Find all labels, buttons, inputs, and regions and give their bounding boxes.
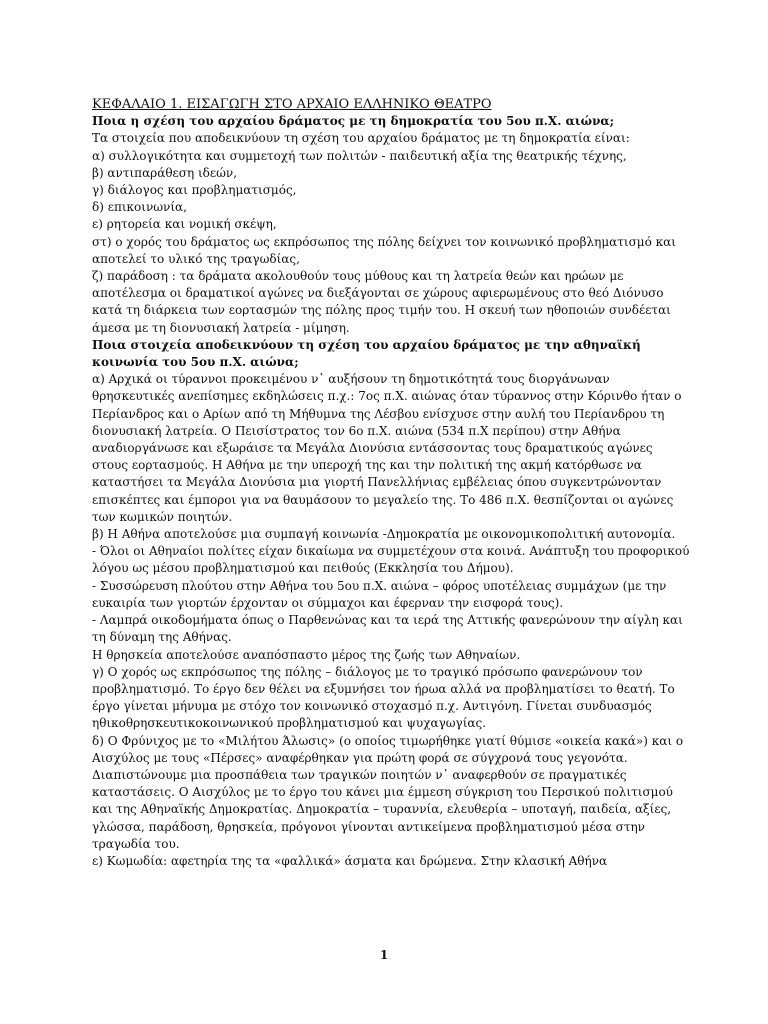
list-item: δ) Ο Φρύνιχος με το «Μιλήτου Άλωσις» (ο οποίος τιμωρήθηκε γιατί θύμισε «οικεία κακά») και ο Αισχύλος με τους «Πέρσες» αναφέρθηκαν για πρώτη φορά σε σύγχρονά τους γεγονότα. Διαπιστώνουμε μια προσπάθεια των τραγικών ποιητών ν᾽ αναφερθούν σε πραγματικές καταστάσεις. Ο Αισχύλος με το έργο του κάνει μια έμμεση σύγκριση του Περσικού πολιτισμού και της Αθηναϊκής Δημοκρατίας. Δημοκρατία – τυραννία, ελευθερία – υποταγή, παιδεία, αξίες, γλώσσα, παράδοση, θρησκεία, πρόγονοι γίνονται αντικείμενα προβληματισμού μέσα στην τραγωδία του. xyxy=(92,733,684,851)
page-number: 1 xyxy=(379,948,389,962)
chapter-title: ΚΕΦΑΛΑΙΟ 1. ΕΙΣΑΓΩΓΗ ΣΤΟ ΑΡΧΑΙΟ ΕΛΛΗΝΙΚΟ ΘΕΑΤΡΟ xyxy=(92,97,492,112)
question-heading: Ποια στοιχεία αποδεικνύουν τη σχέση του αρχαίου δράματος με την αθηναϊκή κοινωνία του 5ου π.Χ. αιώνα; xyxy=(92,337,641,370)
paragraph: Η θρησκεία αποτελούσε αναπόσπαστο μέρος της ζωής των Αθηναίων. xyxy=(92,647,521,662)
bullet-item: - Συσσώρευση πλούτου στην Αθήνα του 5ου π.Χ. αιώνα – φόρος υποτέλειας συμμάχων (με την ευκαιρία των γιορτών έρχονταν οι σύμμαχοι και έφερναν την εισφορά τους). xyxy=(92,578,667,610)
list-item: δ) επικοινωνία, xyxy=(92,200,187,215)
list-item: στ) ο χορός του δράματος ως εκπρόσωπος της πόλης δείχνει τον κοινωνικό προβληματισμό και αποτελεί το υλικό της τραγωδίας, xyxy=(92,234,676,266)
list-item: ε) ρητορεία και νομική σκέψη, xyxy=(92,217,277,232)
list-item: β) Η Αθήνα αποτελούσε μια συμπαγή κοινωνία -Δημοκρατία με οικονομικοπολιτική αυτονομία. xyxy=(92,527,676,542)
list-item: γ) Ο χορός ως εκπρόσωπος της πόλης – διάλογος με το τραγικό πρόσωπο φανερώνουν τον προβληματισμό. Το έργο δεν θέλει να εξυμνήσει τον ήρωα αλλά να προβληματίσει το θεατή. Το έργο γίνεται μήνυμα με στόχο τον κοινωνικό στοχασμό π.χ. Αντιγόνη. Γίνεται συνδυασμός ηθικοθρησκευτικοκοινωνικού προβληματισμού και ψυχαγωγίας. xyxy=(92,664,675,731)
list-item: ζ) παράδοση : τα δράματα ακολουθούν τους μύθους και τη λατρεία θεών και ηρώων με αποτέλεσμα οι δραματικοί αγώνες να διεξάγονται σε χώρους αφιερωμένους στο θεό Διόνυσο κατά τη διάρκεια των εορτασμών της πόλης προς τιμήν του. Η σκευή των ηθοποιών συνδέεται άμεσα με τη διονυσιακή λατρεία - μίμηση. xyxy=(92,269,671,335)
bullet-item: - Όλοι οι Αθηναίοι πολίτες είχαν δικαίωμα να συμμετέχουν στα κοινά. Ανάπτυξη του προφορικού λόγου ως μέσου προβληματισμού και πειθούς (Εκκλησία του Δήμου). xyxy=(92,544,690,576)
question-heading: Ποια η σχέση του αρχαίου δράματος με τη δημοκρατία του 5ου π.Χ. αιώνα; xyxy=(92,114,615,129)
bullet-item: - Λαμπρά οικοδομήματα όπως ο Παρθενώνας και τα ιερά της Αττικής φανερώνουν την αίγλη και τη δύναμη της Αθήνας. xyxy=(92,613,683,645)
document-body xyxy=(92,96,692,870)
list-item: α) συλλογικότητα και συμμετοχή των πολιτών - παιδευτική αξία της θεατρικής τέχνης, xyxy=(92,148,627,163)
list-item: β) αντιπαράθεση ιδεών, xyxy=(92,165,238,180)
paragraph: Τα στοιχεία που αποδεικνύουν τη σχέση του αρχαίου δράματος με τη δημοκρατία είναι: xyxy=(92,131,630,146)
list-item: ε) Κωμωδία: αφετηρία της τα «φαλλικά» άσματα και δρώμενα. Στην κλασική Αθήνα xyxy=(92,853,608,868)
list-item: γ) διάλογος και προβληματισμός, xyxy=(92,183,297,198)
list-item: α) Αρχικά οι τύραννοι προκειμένου ν᾽ αυξήσουν τη δημοτικότητά τους διοργάνωναν θρησκευτικές ανεπίσημες εκδηλώσεις π.χ.: 7ος π.Χ. αιώνας όταν τύραννος στην Κόρινθο ήταν ο Περίανδρος και ο Αρίων από τη Μήθυμνα της Λέσβου ενίσχυσε στην αυλή του Περίανδρου τη διονυσιακή λατρεία. Ο Πεισίστρατος τον 6ο π.Χ. αιώνα (534 π.Χ περίπου) στην Αθήνα αναδιοργάνωσε και εξωράισε τα Μεγάλα Διονύσια εντάσσοντας τους δραματικούς αγώνες στους εορτασμούς. Η Αθήνα με την υπεροχή της και την πολιτική της ακμή κατόρθωσε να καταστήσει τα Μεγάλα Διονύσια μια γιορτή Πανελλήνιας εμβέλειας όπου συγκεντρώνονταν επισκέπτες και έμποροι για να θαυμάσουν το μεγαλείο της. Το 486 π.Χ. θεσπίζονται οι αγώνες των κωμικών ποιητών. xyxy=(92,372,682,524)
